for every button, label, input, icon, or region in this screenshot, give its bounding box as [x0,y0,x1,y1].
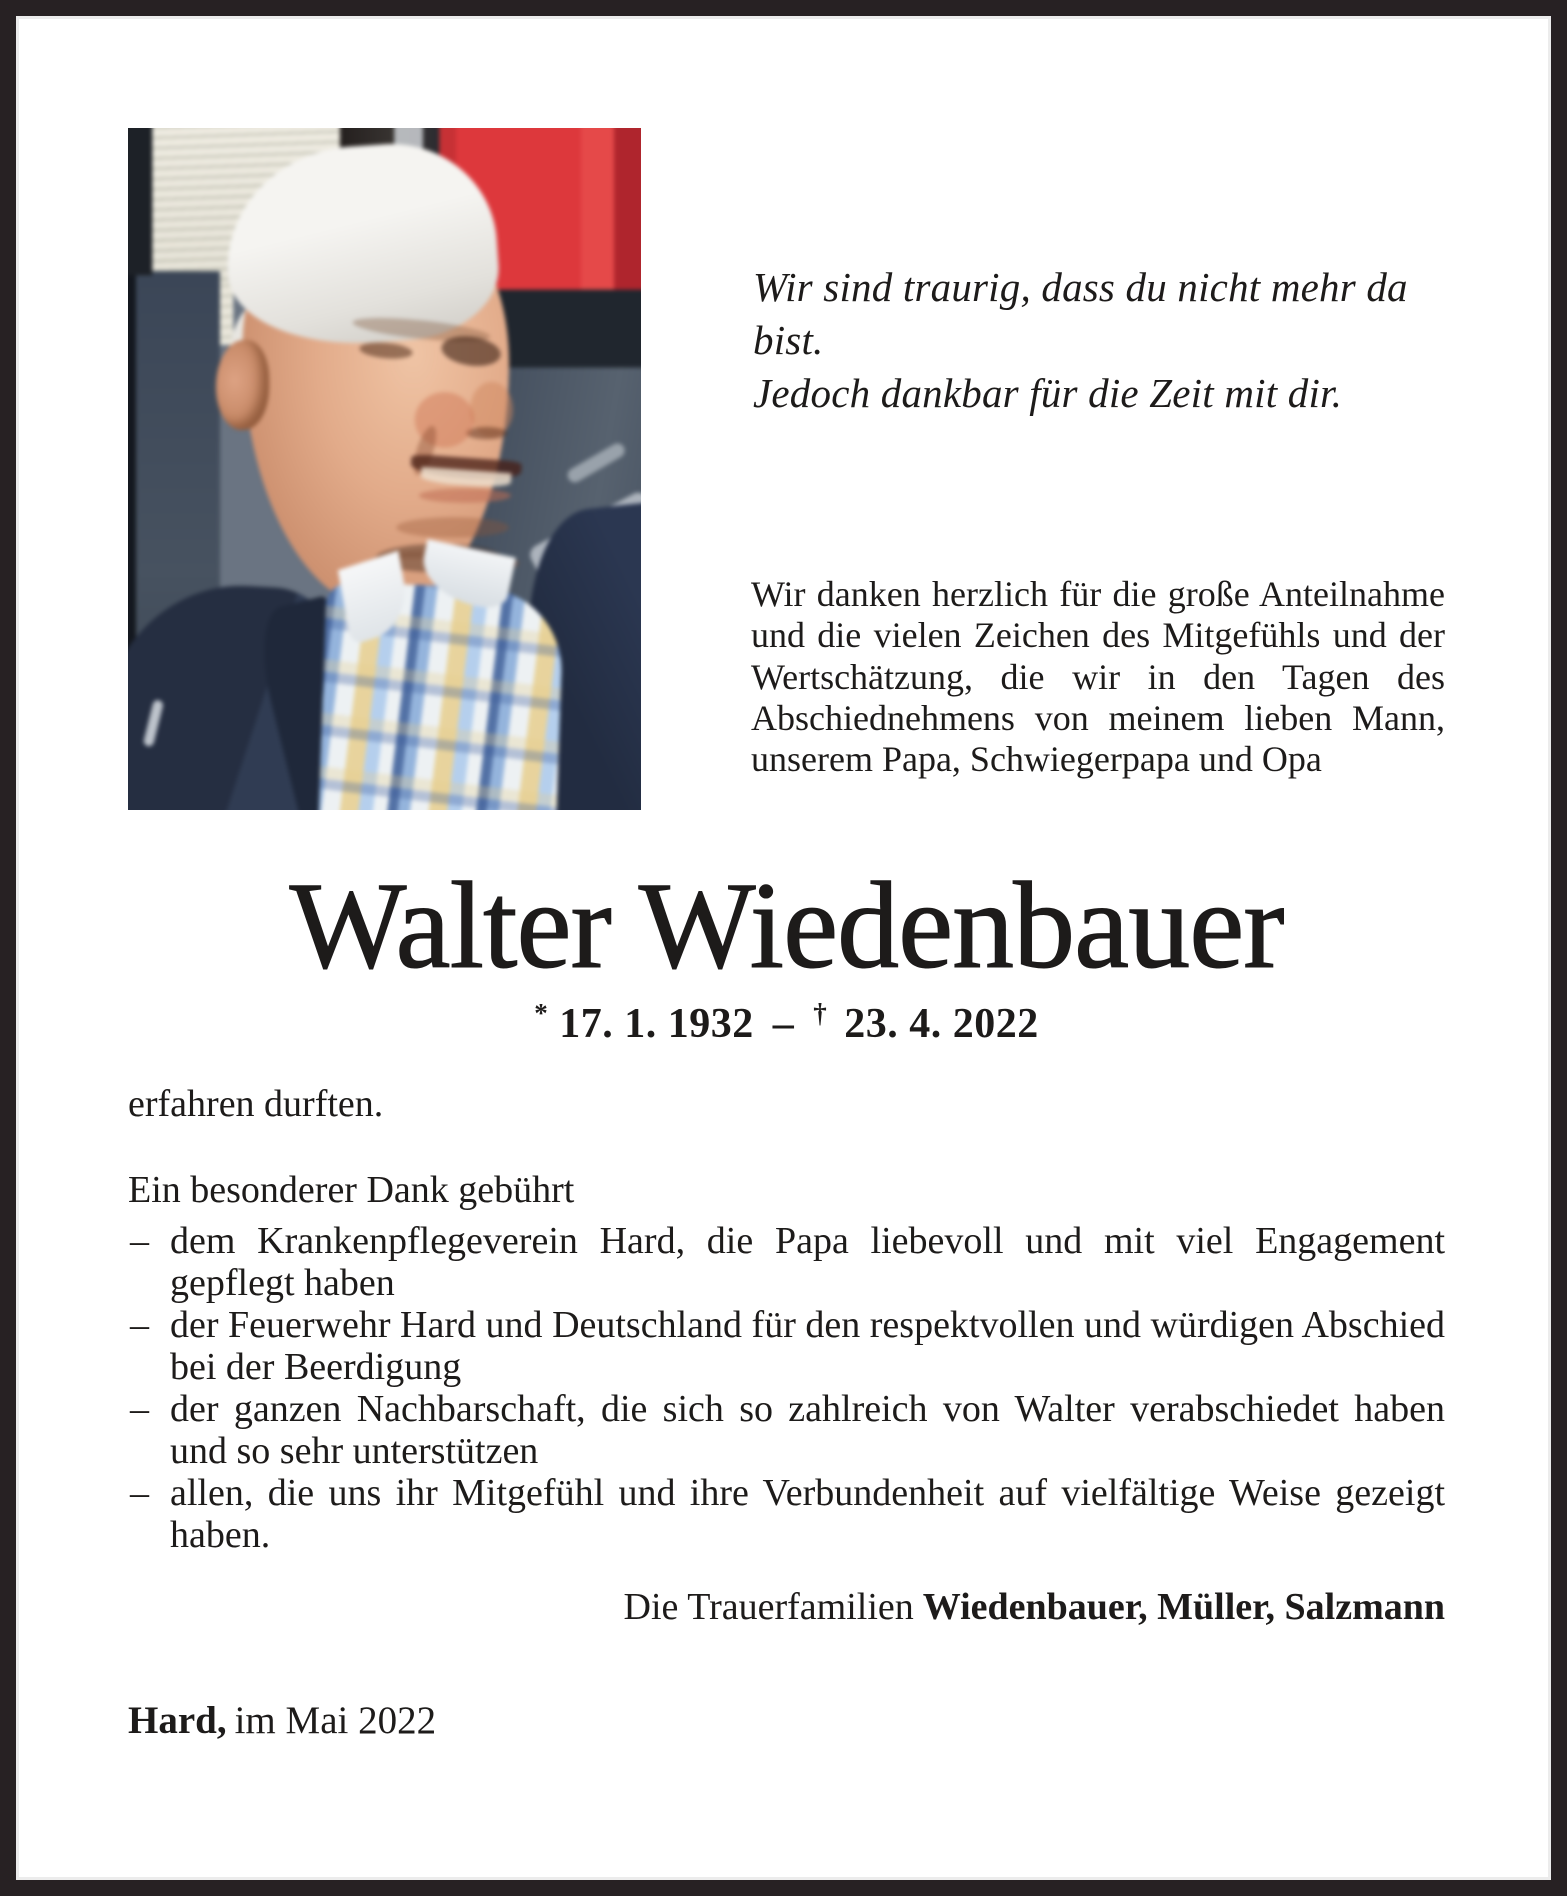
thanks-list-item [128,1472,1445,1556]
photo-left-edge-strip-top [128,128,152,275]
portrait-photo-art [128,128,641,810]
list-dash-bullet: – [130,1220,149,1262]
condolence-quote-line1: Wir sind traurig, dass du nicht mehr da bist. [753,264,1408,363]
mourning-families-line [128,1585,1445,1629]
place-name: Hard, [128,1699,227,1742]
list-dash-bullet: – [130,1304,149,1346]
condolence-quote-line2: Jedoch dankbar für die Zeit mit dir. [753,370,1343,416]
dates-separator: – [772,1001,795,1047]
thanks-list-item [128,1388,1445,1472]
thanks-list [128,1220,1445,1556]
thanks-intro-paragraph: Wir danken herzlich für die große Anteilnahme und die vielen Zeichen des Mitgefühls und der Wertschätzung, die wir in den Tagen des Abschiednehmens von meinem lieben Mann, unserem Papa, Schwiegerpapa und Opa [751,574,1445,780]
deceased-name-block [128,857,1445,994]
photo-lower-lip [419,488,511,502]
thanks-list-item [128,1220,1445,1304]
thanks-item-text: der Feuerwehr Hard und Deutschland für den respektvollen und würdigen Abschied bei der Beerdigung [170,1304,1445,1388]
deceased-name: Walter Wiedenbauer [289,857,1284,994]
obituary-sheet [16,16,1551,1880]
place-date-line [128,1698,1445,1743]
photo-ear [216,340,269,430]
thanks-heading: Ein besonderer Dank gebührt [128,1169,575,1211]
birth-symbol: * [534,998,549,1028]
mourning-families-prefix: Die Trauerfamilien [623,1586,914,1628]
list-dash-bullet: – [130,1388,149,1430]
portrait-photo [128,128,641,810]
birth-date: 17. 1. 1932 [559,1001,754,1047]
date-text: im Mai 2022 [234,1699,437,1742]
photo-chin-crease [396,517,509,538]
intro-continuation: erfahren durften. [128,1083,384,1125]
death-date: 23. 4. 2022 [844,1001,1039,1047]
thanks-list-item [128,1304,1445,1388]
life-dates [128,998,1445,1048]
death-symbol: † [813,998,828,1028]
thanks-item-text: allen, die uns ihr Mitgefühl und ihre Verbundenheit auf vielfältige Weise gezeigt haben. [170,1472,1445,1556]
thanks-item-text: dem Krankenpflegeverein Hard, die Papa liebevoll und mit viel Engagement gepflegt haben [170,1220,1445,1304]
thanks-item-text: der ganzen Nachbarschaft, die sich so zahlreich von Walter verabschiedet haben und so sehr unterstützen [170,1388,1445,1472]
list-dash-bullet: – [130,1472,149,1514]
mourning-families-names: Wiedenbauer, Müller, Salzmann [922,1586,1445,1628]
condolence-quote [753,261,1453,420]
